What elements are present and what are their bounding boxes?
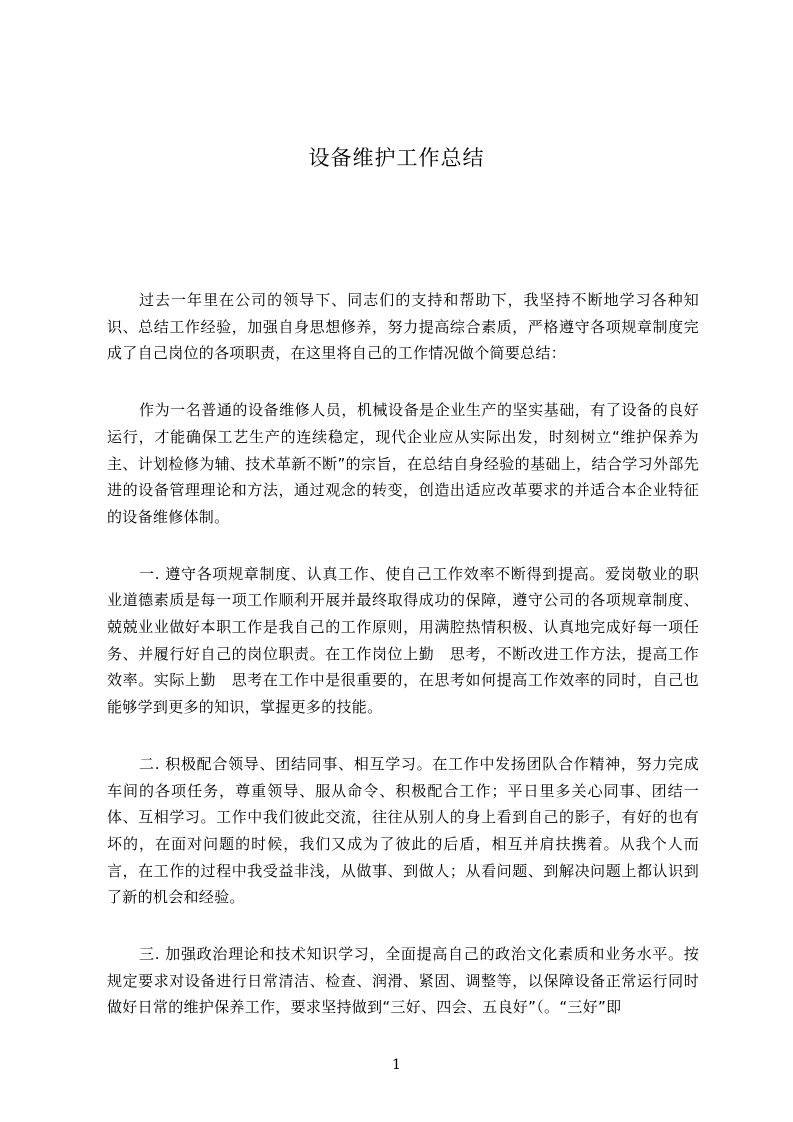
paragraph-section-1: 一. 遵守各项规章制度、认真工作、使自己工作效率不断得到提高。爱岗敬业的职业道德素质是每一项工作顺利开展并最终取得成功的保障，遵守公司的各项规章制度、兢兢业业做好本职工作是我自己的工作原则，用满腔热情积极、认真地完成好每一项任务、并履行好自己的岗位职责。在工作岗位上勤 思考，不断改进工作方法，提高工作效率。实际上勤 思考在工作中是很重要的，在思考如何提高工作效率的同时，自己也能够学到更多的知识，掌握更多的技能。 <box>107 564 699 717</box>
document-body <box>107 287 699 1051</box>
paragraph-intro: 过去一年里在公司的领导下、同志们的支持和帮助下，我坚持不断地学习各种知识、总结工作经验，加强自身思想修养，努力提高综合素质，严格遵守各项规章制度完成了自己岗位的各项职责，在这里将自己的工作情况做个简要总结： <box>107 291 699 363</box>
document-title: 设备维护工作总结 <box>308 146 485 170</box>
paragraph-overview: 作为一名普通的设备维修人员，机械设备是企业生产的坚实基础，有了设备的良好运行，才能确保工艺生产的连续稳定，现代企业应从实际出发，时刻树立“维护保养为主、计划检修为辅、技术革新不断”的宗旨，在总结自身经验的基础上，结合学习外部先进的设备管理理论和方法，通过观念的转变，创造出适应改革要求的并适合本企业特征的设备维修体制。 <box>107 401 699 526</box>
page-number: 1 <box>392 1057 401 1073</box>
paragraph-section-3: 三. 加强政治理论和技术知识学习，全面提高自己的政治文化素质和业务水平。按规定要求对设备进行日常清洁、检查、润滑、紧固、调整等，以保障设备正常运行同时做好日常的维护保养工作，要求坚持做到“三好、四会、五良好”（。“三好”即 <box>107 945 699 1017</box>
paragraph-section-2: 二. 积极配合领导、团结同事、相互学习。在工作中发扬团队合作精神，努力完成车间的各项任务，尊重领导、服从命令、积极配合工作；平日里多关心同事、团结一体、互相学习。工作中我们彼此交流，往往从别人的身上看到自己的影子，有好的也有坏的，在面对问题的时候，我们又成为了彼此的后盾，相互并肩扶携着。从我个人而言，在工作的过程中我受益非浅，从做事、到做人；从看问题、到解决问题上都认识到了新的机会和经验。 <box>107 754 699 907</box>
